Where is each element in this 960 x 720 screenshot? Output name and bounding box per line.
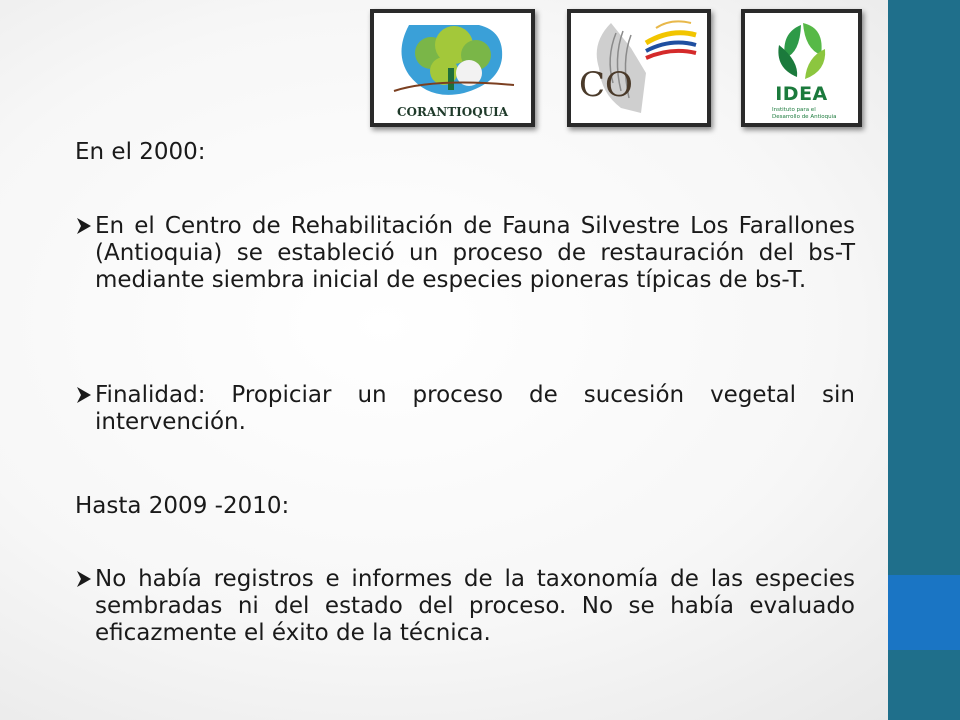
bullet-item [75,382,855,436]
co-logo-text: CO [579,65,633,105]
bullet-item [75,566,855,647]
arrow-bullet-icon [75,216,93,236]
arrow-bullet-icon [75,569,93,589]
bullet-text: En el Centro de Rehabilitación de Fauna Silvestre Los Farallones (Antioquia) se estableció un proceso de restauración del bs-T mediante siembra inicial de especies pioneras típicas de bs-T. [95,213,855,293]
co-logo [567,9,711,127]
section-heading-2009: Hasta 2009 -2010: [75,493,290,519]
right-sidebar-accent [888,575,960,650]
bullet-text: No había registros e informes de la taxonomía de las especies sembradas ni del estado del proceso. No se había evaluado eficazmente el éxito de la técnica. [95,566,855,646]
section-heading-2000: En el 2000: [75,139,206,165]
idea-logo [741,9,862,127]
idea-logo-text: IDEA [775,83,828,105]
arrow-bullet-icon [75,385,93,405]
idea-logo-subtitle: Instituto para el Desarrollo de Antioquia [772,107,837,120]
bullet-item [75,213,855,294]
corantioquia-logo-text: CORANTIOQUIA [380,105,525,119]
bullet-text: Finalidad: Propiciar un proceso de sucesión vegetal sin intervención. [95,382,855,435]
corantioquia-logo [370,9,535,127]
